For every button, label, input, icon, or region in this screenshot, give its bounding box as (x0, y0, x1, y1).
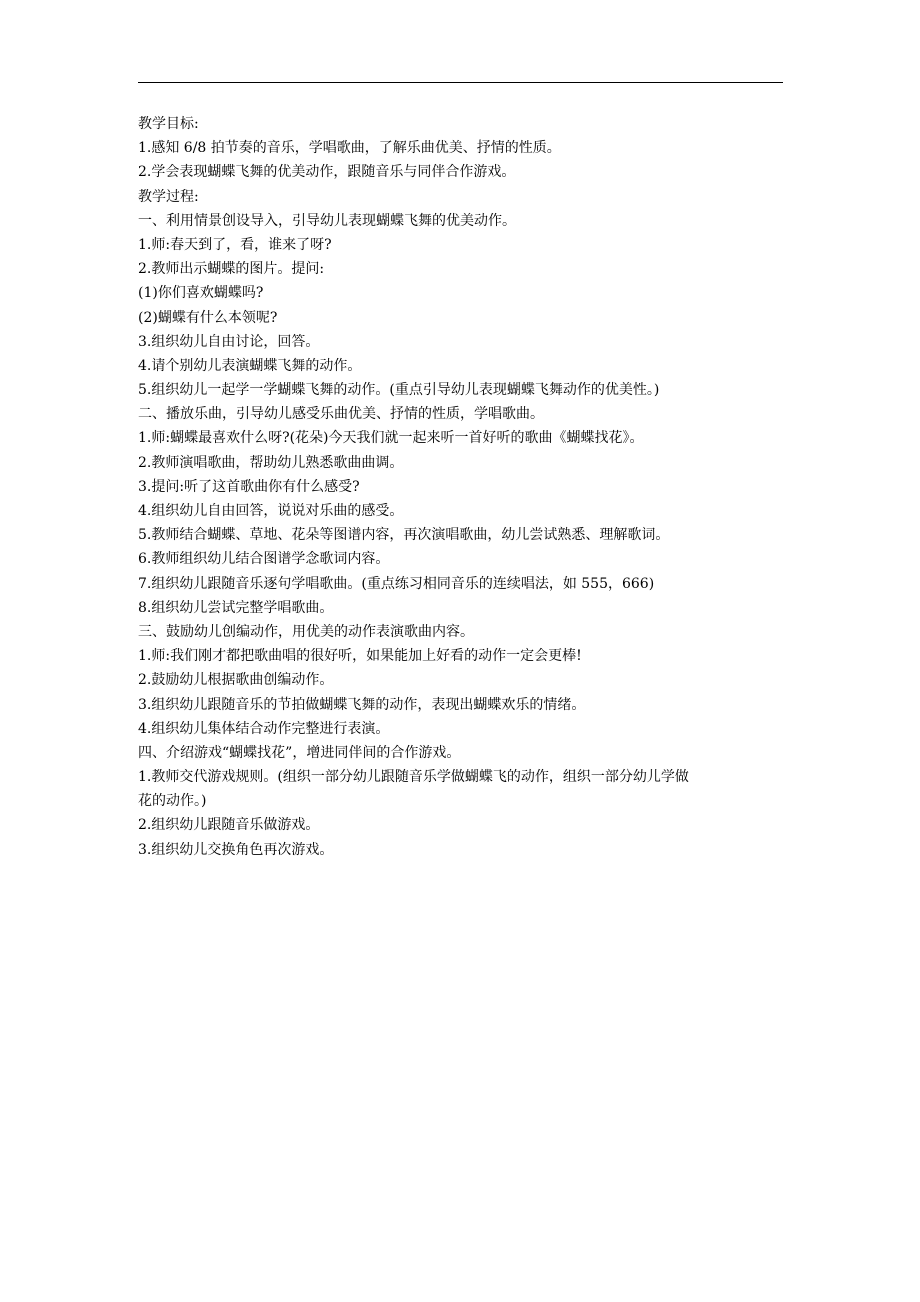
step-item: 5.组织幼儿一起学一学蝴蝶飞舞的动作。(重点引导幼儿表现蝴蝶飞舞动作的优美性。) (138, 382, 660, 399)
step-item: 5.教师结合蝴蝶、草地、花朵等图谱内容，再次演唱歌曲，幼儿尝试熟悉、理解歌词。 (138, 527, 670, 544)
part-heading: 四、介绍游戏“蝴蝶找花”，增进同伴间的合作游戏。 (138, 744, 461, 761)
section-heading-process: 教学过程: (138, 188, 199, 205)
step-item: 2.鼓励幼儿根据歌曲创编动作。 (138, 672, 334, 689)
step-item: 7.组织幼儿跟随音乐逐句学唱歌曲。(重点练习相同音乐的连续唱法，如 555，666) (138, 575, 655, 592)
step-item: 2.教师出示蝴蝶的图片。提问: (138, 261, 325, 278)
document-body (138, 112, 788, 862)
step-item: 1.师:我们刚才都把歌曲唱的很好听，如果能加上好看的动作一定会更棒! (138, 648, 582, 665)
question-item: (1)你们喜欢蝴蝶吗? (138, 285, 264, 302)
step-item: 3.组织幼儿自由讨论，回答。 (138, 333, 320, 350)
part-heading: 二、播放乐曲，引导幼儿感受乐曲优美、抒情的性质，学唱歌曲。 (138, 406, 544, 423)
goal-item: 1.感知 6/8 拍节奏的音乐，学唱歌曲，了解乐曲优美、抒情的性质。 (138, 140, 561, 157)
part-heading: 三、鼓励幼儿创编动作，用优美的动作表演歌曲内容。 (138, 623, 474, 640)
step-item: 3.组织幼儿跟随音乐的节拍做蝴蝶飞舞的动作，表现出蝴蝶欢乐的情绪。 (138, 696, 586, 713)
step-item: 6.教师组织幼儿结合图谱学念歌词内容。 (138, 551, 390, 568)
section-heading-goals: 教学目标: (138, 116, 199, 132)
step-item: 4.组织幼儿自由回答，说说对乐曲的感受。 (138, 503, 404, 519)
part-heading: 一、利用情景创设导入，引导幼儿表现蝴蝶飞舞的优美动作。 (138, 212, 516, 229)
step-item: 2.组织幼儿跟随音乐做游戏。 (138, 817, 320, 834)
step-item: 1.师:蝴蝶最喜欢什么呀?(花朵)今天我们就一起来听一首好听的歌曲《蝴蝶找花》。 (138, 430, 644, 447)
step-item: 3.组织幼儿交换角色再次游戏。 (138, 841, 334, 858)
step-item: 4.组织幼儿集体结合动作完整进行表演。 (138, 720, 390, 737)
step-item: 2.教师演唱歌曲，帮助幼儿熟悉歌曲曲调。 (138, 454, 404, 471)
step-item: 4.请个别幼儿表演蝴蝶飞舞的动作。 (138, 357, 362, 374)
goal-item: 2.学会表现蝴蝶飞舞的优美动作，跟随音乐与同伴合作游戏。 (138, 164, 516, 181)
step-item: 8.组织幼儿尝试完整学唱歌曲。 (138, 599, 334, 616)
question-item: (2)蝴蝶有什么本领呢? (138, 309, 278, 326)
game-rule-line: 1.教师交代游戏规则。(组织一部分幼儿跟随音乐学做蝴蝶飞的动作，组织一部分幼儿学做 (138, 769, 689, 786)
step-item: 3.提问:听了这首歌曲你有什么感受? (138, 478, 360, 495)
header-rule (138, 82, 783, 83)
step-item: 1.师:春天到了，看，谁来了呀? (138, 236, 332, 253)
game-rule-line: 花的动作。) (138, 793, 207, 810)
